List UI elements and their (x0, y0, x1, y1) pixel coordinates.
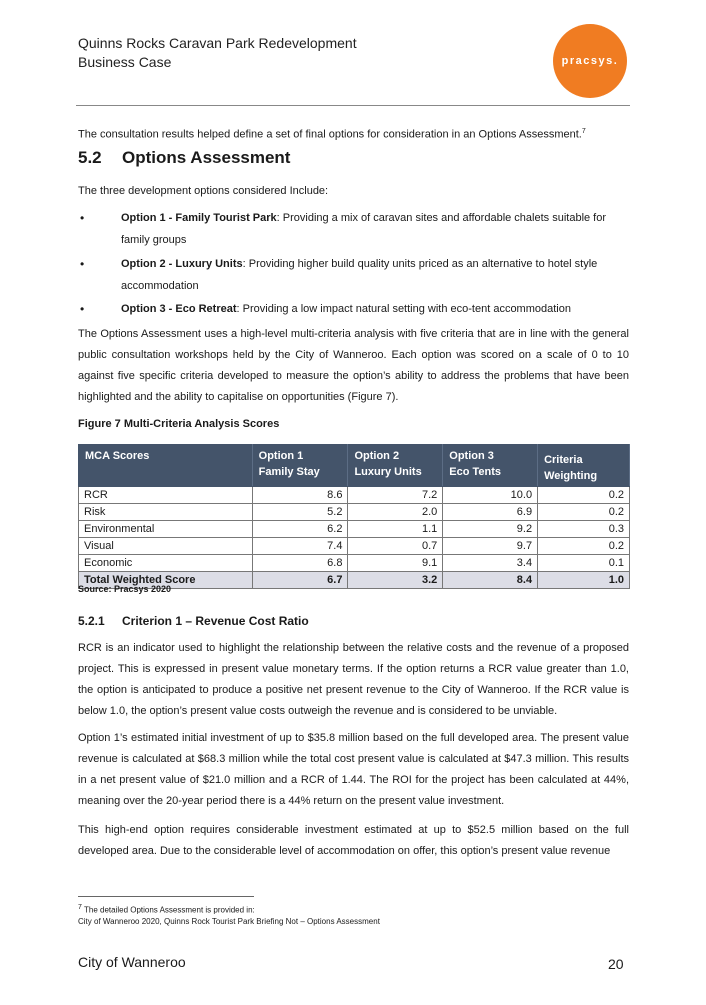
mca-scores-table (78, 444, 630, 589)
cell-value: 0.1 (538, 555, 630, 572)
header-title-line2: Business Case (78, 54, 172, 70)
row-label: Environmental (79, 521, 253, 538)
option-1-name: Option 1 - Family Tourist Park (121, 212, 277, 224)
header-divider (76, 105, 630, 106)
logo-text: pracsys. (561, 55, 619, 67)
option-3-name: Option 3 - Eco Retreat (121, 303, 237, 315)
section-number: 5.2 (78, 148, 102, 167)
rcr-paragraph-1: RCR is an indicator used to highlight the relationship between the relative costs and the revenue of a proposed project. This is expressed in present value monetary terms. If the option returns a RCR value greater than 1.0, the option is anticipated to produce a positive net present revenue to the City of Wanneroo. If the RCR value is below 1.0, the option’s present value costs outweigh the revenue and is considered to be unviable. (78, 642, 629, 717)
cell-value: 8.6 (252, 487, 348, 504)
table-row (79, 555, 630, 572)
option-3-desc: : Providing a low impact natural setting with eco-tent accommodation (236, 303, 571, 315)
assessment-paragraph: The Options Assessment uses a high-level multi-criteria analysis with five criteria that are in line with the general public consultation workshops held by the City of Wanneroo. Each option was scored on a scale of 0 to 10 against five specific criteria developed to measure the option’s ability to address the problems that have been highlighted and the ability to capitalise on opportunities (Figure 7). (78, 328, 629, 403)
page-number: 20 (608, 956, 624, 972)
intro-text: The consultation results helped define a set of final options for consideration in an Options Assessment. (78, 128, 582, 141)
header-option-3: Option 3 Eco Tents (443, 445, 538, 487)
header-option-2: Option 2 Luxury Units (348, 445, 443, 487)
subsection-heading (78, 614, 309, 628)
section-heading (78, 148, 290, 168)
footnote-divider (78, 896, 254, 897)
cell-value: 3.4 (443, 555, 538, 572)
total-value: 6.7 (252, 572, 348, 589)
footer-organisation: City of Wanneroo (78, 954, 186, 970)
cell-value: 0.2 (538, 487, 630, 504)
cell-value: 5.2 (252, 504, 348, 521)
table-header-row (79, 445, 630, 487)
section-title: Options Assessment (122, 148, 291, 167)
row-label: Risk (79, 504, 253, 521)
rcr-paragraph-3: This high-end option requires considerable investment estimated at up to $52.5 million based on the full developed area. Due to the considerable level of accommodation on offer, this option’s present value revenue (78, 824, 629, 857)
subsection-number: 5.2.1 (78, 614, 105, 628)
option-bullet-3 (78, 298, 629, 320)
total-value: 3.2 (348, 572, 443, 589)
cell-value: 6.2 (252, 521, 348, 538)
cell-value: 1.1 (348, 521, 443, 538)
option-bullet-1 (78, 207, 629, 251)
cell-value: 9.2 (443, 521, 538, 538)
total-value: 1.0 (538, 572, 630, 589)
table-row (79, 521, 630, 538)
option-2-desc: : Providing higher build quality units priced as an alternative to hotel style accommodation (121, 258, 598, 292)
footnote-number: 7 (78, 904, 82, 911)
total-label: Total Weighted Score (79, 572, 253, 589)
table-row (79, 538, 630, 555)
option-bullet-2 (78, 253, 629, 297)
table-row (79, 504, 630, 521)
option-1-desc: : Providing a mix of caravan sites and affordable chalets suitable for family groups (121, 212, 607, 246)
figure-source: Source: Pracsys 2020 (78, 584, 172, 594)
figure-caption: Figure 7 Multi-Criteria Analysis Scores (78, 418, 280, 430)
option-2-name: Option 2 - Luxury Units (121, 258, 243, 270)
bullet-icon: • (80, 257, 85, 271)
footnote-line2: City of Wanneroo 2020, Quinns Rock Tourist Park Briefing Not – Options Assessment (78, 916, 380, 926)
cell-value: 0.2 (538, 504, 630, 521)
bullet-icon: • (80, 211, 85, 225)
table-row (79, 487, 630, 504)
rcr-paragraph-2: Option 1’s estimated initial investment of up to $35.8 million based on the full developed area. The present value revenue is calculated at $68.3 million while the total cost present value is calculated at $47.3 million. This results in a net present value of $21.0 million and a RCR of 1.44. The ROI for the project has been calculated at 44%, meaning over the 20-year period there is a 44% return on the present value investment. (78, 732, 629, 807)
header-option-1: Option 1 Family Stay (252, 445, 348, 487)
cell-value: 6.9 (443, 504, 538, 521)
intro-paragraph (78, 121, 629, 146)
cell-value: 7.4 (252, 538, 348, 555)
cell-value: 7.2 (348, 487, 443, 504)
header-title-line1: Quinns Rocks Caravan Park Redevelopment (78, 35, 357, 51)
section-lead: The three development options considered Include: (78, 185, 329, 197)
row-label: RCR (79, 487, 253, 504)
row-label: Economic (79, 555, 253, 572)
cell-value: 9.1 (348, 555, 443, 572)
footnote-ref[interactable]: 7 (581, 128, 586, 135)
cell-value: 0.2 (538, 538, 630, 555)
cell-value: 0.3 (538, 521, 630, 538)
cell-value: 10.0 (443, 487, 538, 504)
cell-value: 2.0 (348, 504, 443, 521)
row-label: Visual (79, 538, 253, 555)
cell-value: 6.8 (252, 555, 348, 572)
total-value: 8.4 (443, 572, 538, 589)
bullet-icon: • (80, 302, 85, 316)
cell-value: 0.7 (348, 538, 443, 555)
pracsys-logo (553, 24, 627, 98)
footnote (78, 902, 380, 927)
header-criteria-weighting: Criteria Weighting (538, 445, 630, 487)
header-mca-scores: MCA Scores (79, 445, 253, 487)
subsection-title: Criterion 1 – Revenue Cost Ratio (122, 614, 309, 628)
cell-value: 9.7 (443, 538, 538, 555)
footnote-line1: The detailed Options Assessment is provided in: (83, 905, 255, 915)
document-header-title (78, 34, 357, 72)
